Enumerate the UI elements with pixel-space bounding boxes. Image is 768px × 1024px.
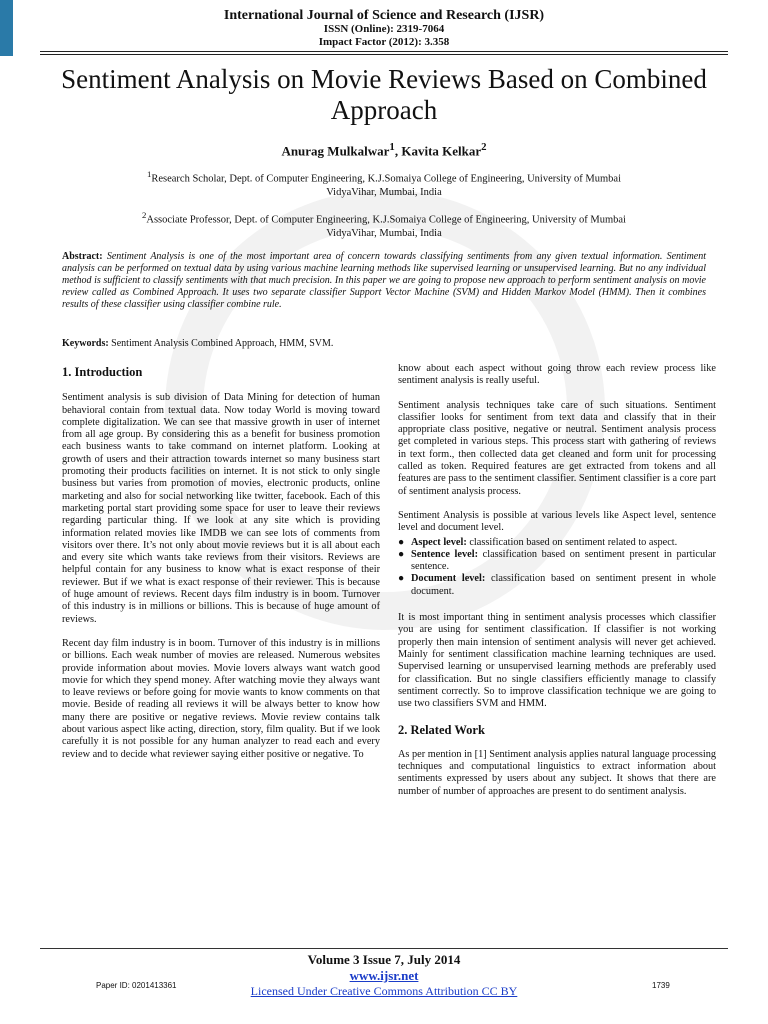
paper-id: Paper ID: 0201413361 (96, 981, 177, 990)
paper-title: Sentiment Analysis on Movie Reviews Based on Combined Approach (61, 64, 707, 125)
license-link[interactable]: Licensed Under Creative Commons Attribution CC BY (250, 984, 518, 998)
abstract-label: Abstract: (62, 251, 103, 262)
list-item-text: classification based on sentiment present in particular sentence. (411, 548, 716, 573)
paragraph: It is most important thing in sentiment analysis processes which classifier you are using for sentiment classification. If classifier is not working properly then main intension of sentiment analysis will never get achieved. Mainly for sentiment classification machine learning techniques are used. Supervised learning or unsupervised learning methods are preferably used for classification. But no single classifiers efficiently manage to classify sentiment correctly. So to improve classification technique we are going to use two classifiers SVM and HMM. (398, 612, 716, 710)
paragraph: Recent day film industry is in boom. Turnover of this industry is in millions or billions. Each weak number of movies are released. Numerous websites provide information about movies. Movie lovers always want watch good movie for which they spend money. After watching movie they always want to leave reviews or before going for movie wants to know comments on that movie. Beside of reading all reviews it will be always better to know how many there are positive or negative reviews. Movie review contains talk about various aspect like acting, direction, story, film quality. But if we look carefully it is not possible for any human analyzer to read each and every review and to decide what reviewer saying either positive or negative. To (62, 637, 380, 760)
journal-impact-factor: Impact Factor (2012): 3.358 (318, 36, 450, 48)
keywords (62, 338, 706, 350)
keywords-text: Sentiment Analysis Combined Approach, HMM, SVM. (111, 338, 334, 349)
affiliation-line: VidyaVihar, Mumbai, India (326, 227, 442, 239)
author-superscript: 2 (481, 141, 487, 153)
author-name: Kavita Kelkar (401, 143, 482, 159)
page-number: 1739 (652, 981, 670, 990)
header-rule-bottom (40, 54, 728, 55)
bullet-icon: ● (398, 573, 405, 585)
left-column (62, 360, 380, 773)
paragraph: Sentiment Analysis is possible at various levels like Aspect level, sentence level and document level. (398, 509, 716, 534)
author-separator: , (394, 143, 402, 159)
journal-url-link[interactable]: www.ijsr.net (349, 968, 419, 983)
footer-rule (40, 948, 728, 949)
paragraph: Sentiment analysis techniques take care of such situations. Sentiment classifier looks for sentiment from text data and classify that in their appropriate class positive, negative or neutral. Sentiment analysis process get completed in various steps. This process start with gathering of reviews in text form., then collected data get cleaned and form unit for processing called as token. Required features are get extracted from tokens and all features are pass to the sentiment classifier. Sentiment classifier is a core part of sentiment analysis process. (398, 399, 716, 497)
bullet-icon: ● (398, 536, 405, 548)
list-item-term: Aspect level: (411, 536, 467, 548)
journal-header (0, 8, 768, 49)
paragraph: know about each aspect without going throw each review process like sentiment analysis is really useful. (398, 363, 716, 387)
list-item-term: Document level: (411, 573, 486, 585)
list-item-text: classification based on sentiment related to aspect. (466, 536, 678, 548)
volume-issue: Volume 3 Issue 7, July 2014 (307, 952, 461, 967)
journal-name: International Journal of Science and Research (IJSR) (223, 8, 545, 23)
list-item-term: Sentence level: (411, 548, 478, 560)
paper-authors (40, 141, 728, 159)
paragraph: As per mention in [1] Sentiment analysis applies natural language processing techniques and computational linguistics to extract information about sentiments expressed by users about any subject. It shows that there are number of number of approaches are present to do sentiment analysis. (398, 748, 716, 797)
affiliation-superscript: 2 (142, 210, 147, 220)
abstract (62, 251, 706, 311)
bullet-icon: ● (398, 548, 405, 560)
journal-issn: ISSN (Online): 2319-7064 (323, 23, 445, 35)
section-heading-introduction: 1. Introduction (62, 365, 143, 379)
affiliation-line: Associate Professor, Dept. of Computer Engineering, K.J.Somaiya College of Engineering, University of Mumbai (146, 214, 626, 226)
affiliation-1 (120, 168, 648, 199)
affiliation-line: VidyaVihar, Mumbai, India (326, 186, 442, 198)
right-column (398, 363, 716, 810)
paragraph: Sentiment analysis is sub division of Data Mining for detection of human behavioral contain from textual data. Now today World is moving toward complete digitalization. We can see that massive growth in user of internet from all age group. By considering this as a benefit for business promotion each business wants to take command on internet platform. Looking at growth of users and their attraction towards internet so many business start promoting their products facilities on internet. It is not stick to only single business but varies from promotion of movies, electronic products, online marketing and also for social networking like twitter, facebook. Each of this marketing portal start providing some space for user to leave their reviews regarding particular thing. If we look at any site which is providing information related movies like IMDB we can see lots of comments from visitors over there. It’s not only about movie reviews but it is all about each and every site which wants take reviews from their visitors. Reviews are helpful contain for any business to know what is exact response of their reviewer. But if we what is exact response of their reviewer. This is because of huge amount of reviews. Recent days film industry is in boom. Turnover of this industry is in millions or billions. This is because of huge amount of reviews. (62, 392, 380, 625)
affiliation-superscript: 1 (146, 169, 152, 179)
affiliation-line: Research Scholar, Dept. of Computer Engineering, K.J.Somaiya College of Engineering, University of Mumbai (151, 173, 621, 185)
list-item (398, 573, 716, 598)
abstract-text: Sentiment Analysis is one of the most important area of concern towards classifying sentiments from any given textual information. Sentiment analysis can be performed on textual data by using various machine learning methods like supervised learning or unsupervised learning. But no any individual method is sufficient to classify sentiments with that much precision. In this paper we are going to propose new approach to perform sentiment analysis on movie review called as Combined Approach. It uses two separate classifier Support Vector Machine (SVM) and Hidden Markov Model (HMM). Then it combines results of these classifier using classifier combine rule. (62, 251, 707, 310)
keywords-label: Keywords: (62, 338, 109, 349)
list-item-text: classification based on sentiment present in whole document. (411, 573, 716, 597)
list-item (398, 537, 716, 549)
section-heading-related-work: 2. Related Work (398, 723, 485, 738)
author-name: Anurag Mulkalwar (281, 143, 390, 159)
sentiment-levels-list (398, 537, 716, 598)
affiliation-2 (120, 209, 648, 240)
header-rule-top (40, 51, 728, 52)
list-item (398, 549, 716, 574)
author-superscript: 1 (389, 141, 395, 153)
